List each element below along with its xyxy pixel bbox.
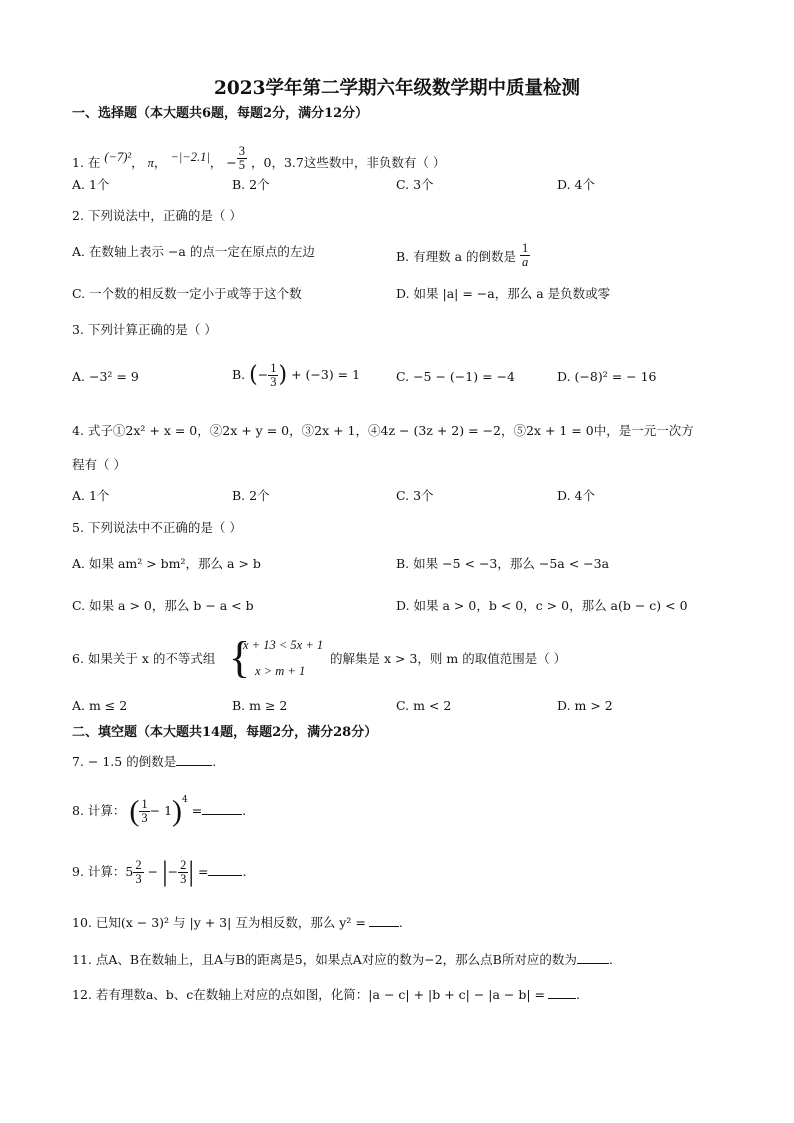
question-5-stem: 5. 下列说法中不正确的是（ ） bbox=[72, 520, 242, 535]
q3-option-a[interactable]: A. −3² = 9 bbox=[72, 369, 139, 384]
q2-option-b[interactable] bbox=[396, 241, 530, 271]
q2-option-b-fraction: $\frac{1}{a}$ bbox=[522, 241, 529, 269]
q9-answer-blank[interactable] bbox=[208, 863, 242, 876]
question-9: 9. 计算：5 $\frac{2}{3}$ − |− $\frac{2}{3}$ | = . bbox=[72, 856, 247, 888]
q3-option-c[interactable]: C. −5 − (−1) = −4 bbox=[396, 369, 515, 384]
section-heading-fill: 二、填空题（本大题共14题，每题2分，满分28分） bbox=[72, 725, 378, 740]
q1-expr-abs: −|−2.1| bbox=[170, 150, 210, 164]
question-2-stem: 2. 下列说法中，正确的是（ ） bbox=[72, 208, 242, 223]
q7-answer-blank[interactable] bbox=[176, 753, 212, 766]
q12-text: 12. 若有理数a、b、c在数轴上对应的点如图，化简：|a − c| + |b + c| − |a − b| = bbox=[72, 987, 546, 1002]
q10-answer-blank[interactable] bbox=[369, 914, 399, 927]
q8-answer-blank[interactable] bbox=[202, 802, 242, 815]
q6-option-a[interactable]: A. m ≤ 2 bbox=[72, 698, 128, 713]
q8-text: 8. 计算： bbox=[72, 803, 126, 818]
question-3-stem: 3. 下列计算正确的是（ ） bbox=[72, 322, 217, 337]
q5-option-b[interactable]: B. 如果 −5 < −3，那么 −5a < −3a bbox=[396, 556, 610, 571]
q9-abs-fraction: $\frac{2}{3}$ bbox=[180, 858, 187, 886]
q1-tail: ，0，3.7这些数中，非负数有（ ） bbox=[251, 155, 446, 170]
q6-option-c[interactable]: C. m < 2 bbox=[396, 698, 452, 713]
q3-option-b-rest: + (−3) = 1 bbox=[291, 367, 361, 382]
q3-option-b-fraction: $\frac{1}{3}$ bbox=[270, 361, 277, 389]
q9-mixed-fraction: $\frac{2}{3}$ bbox=[135, 858, 142, 886]
q2-option-a[interactable]: A. 在数轴上表示 −a 的点一定在原点的左边 bbox=[72, 244, 315, 259]
q5-option-c[interactable]: C. 如果 a > 0，那么 b − a < b bbox=[72, 598, 254, 613]
q6-inequality-2: x > m + 1 bbox=[255, 664, 306, 678]
q4-option-d[interactable]: D. 4个 bbox=[557, 488, 595, 503]
question-4-stem-line1: 4. 式子①2x² + x = 0，②2x + y = 0，③2x + 1，④4z − (3z + 2) = −2，⑤2x + 1 = 0中，是一元一次方 bbox=[72, 423, 694, 438]
q11-text: 11. 点A、B在数轴上，且A与B的距离是5，如果点A对应的数为−2，那么点B所对应的数为 bbox=[72, 952, 577, 967]
q2-option-b-text: B. 有理数 a 的倒数是 bbox=[396, 249, 517, 264]
q1-option-a[interactable]: A. 1个 bbox=[72, 177, 110, 192]
page-title: 2023学年第二学期六年级数学期中质量检测 bbox=[214, 78, 580, 99]
question-11: 11. 点A、B在数轴上，且A与B的距离是5，如果点A对应的数为−2，那么点B所对应的数为 . bbox=[72, 952, 613, 967]
question-6-tail: 的解集是 x > 3，则 m 的取值范围是（ ） bbox=[330, 651, 567, 666]
q1-expr-square: (−7)² bbox=[104, 150, 132, 164]
q11-answer-blank[interactable] bbox=[577, 951, 609, 964]
q2-option-c[interactable]: C. 一个数的相反数一定小于或等于这个数 bbox=[72, 286, 302, 301]
q12-answer-blank[interactable] bbox=[548, 986, 576, 999]
q10-text: 10. 已知(x − 3)² 与 |y + 3| 互为相反数，那么 y² = bbox=[72, 915, 366, 930]
question-6-lead: 6. 如果关于 x 的不等式组 bbox=[72, 651, 216, 666]
system-brace: { bbox=[229, 633, 251, 682]
q1-expr-pi: π bbox=[147, 156, 154, 170]
question-1-stem: 1. 在 (−7)²， π， −|−2.1|， − $\frac{3}{5}$ ，0，3.7这些数中，非负数有（ ） bbox=[72, 144, 446, 172]
q5-option-d[interactable]: D. 如果 a > 0，b < 0，c > 0，那么 a(b − c) < 0 bbox=[396, 598, 688, 613]
q1-option-d[interactable]: D. 4个 bbox=[557, 177, 595, 192]
q3-option-b[interactable]: B. (− $\frac{1}{3}$ ) + (−3) = 1 bbox=[232, 361, 361, 389]
q6-inequality-1: x + 13 < 5x + 1 bbox=[243, 638, 324, 652]
q6-option-b[interactable]: B. m ≥ 2 bbox=[232, 698, 288, 713]
q8-fraction: $\frac{1}{3}$ bbox=[141, 797, 148, 825]
q3-option-d[interactable]: D. (−8)² = − 16 bbox=[557, 369, 657, 384]
q4-option-a[interactable]: A. 1个 bbox=[72, 488, 110, 503]
question-10: 10. 已知(x − 3)² 与 |y + 3| 互为相反数，那么 y² = . bbox=[72, 915, 403, 930]
section-heading-choice: 一、选择题（本大题共6题，每题2分，满分12分） bbox=[72, 106, 369, 121]
q5-option-a[interactable]: A. 如果 am² > bm²，那么 a > b bbox=[72, 556, 261, 571]
q6-option-d[interactable]: D. m > 2 bbox=[557, 698, 613, 713]
question-8: 8. 计算： ( $\frac{1}{3}$ − 1)$^4$ = . bbox=[72, 794, 247, 828]
q7-text: 7. − 1.5 的倒数是 bbox=[72, 754, 177, 769]
question-12: 12. 若有理数a、b、c在数轴上对应的点如图，化简：|a − c| + |b + c| − |a − b| = . bbox=[72, 987, 581, 1002]
q9-text: 9. 计算：5 bbox=[72, 864, 134, 879]
question-4-stem-line2: 程有（ ） bbox=[72, 457, 126, 472]
q1-option-b[interactable]: B. 2个 bbox=[232, 177, 270, 192]
q8-exponent: 4 bbox=[182, 794, 188, 805]
q2-option-d[interactable]: D. 如果 |a| = −a，那么 a 是负数或零 bbox=[396, 286, 611, 301]
q4-option-b[interactable]: B. 2个 bbox=[232, 488, 270, 503]
q1-option-c[interactable]: C. 3个 bbox=[396, 177, 434, 192]
q3-option-b-label: B. bbox=[232, 367, 246, 382]
question-7: 7. − 1.5 的倒数是 . bbox=[72, 754, 217, 769]
q4-option-c[interactable]: C. 3个 bbox=[396, 488, 434, 503]
q1-lead: 1. 在 bbox=[72, 155, 101, 170]
q1-fraction: $\frac{3}{5}$ bbox=[238, 144, 246, 172]
